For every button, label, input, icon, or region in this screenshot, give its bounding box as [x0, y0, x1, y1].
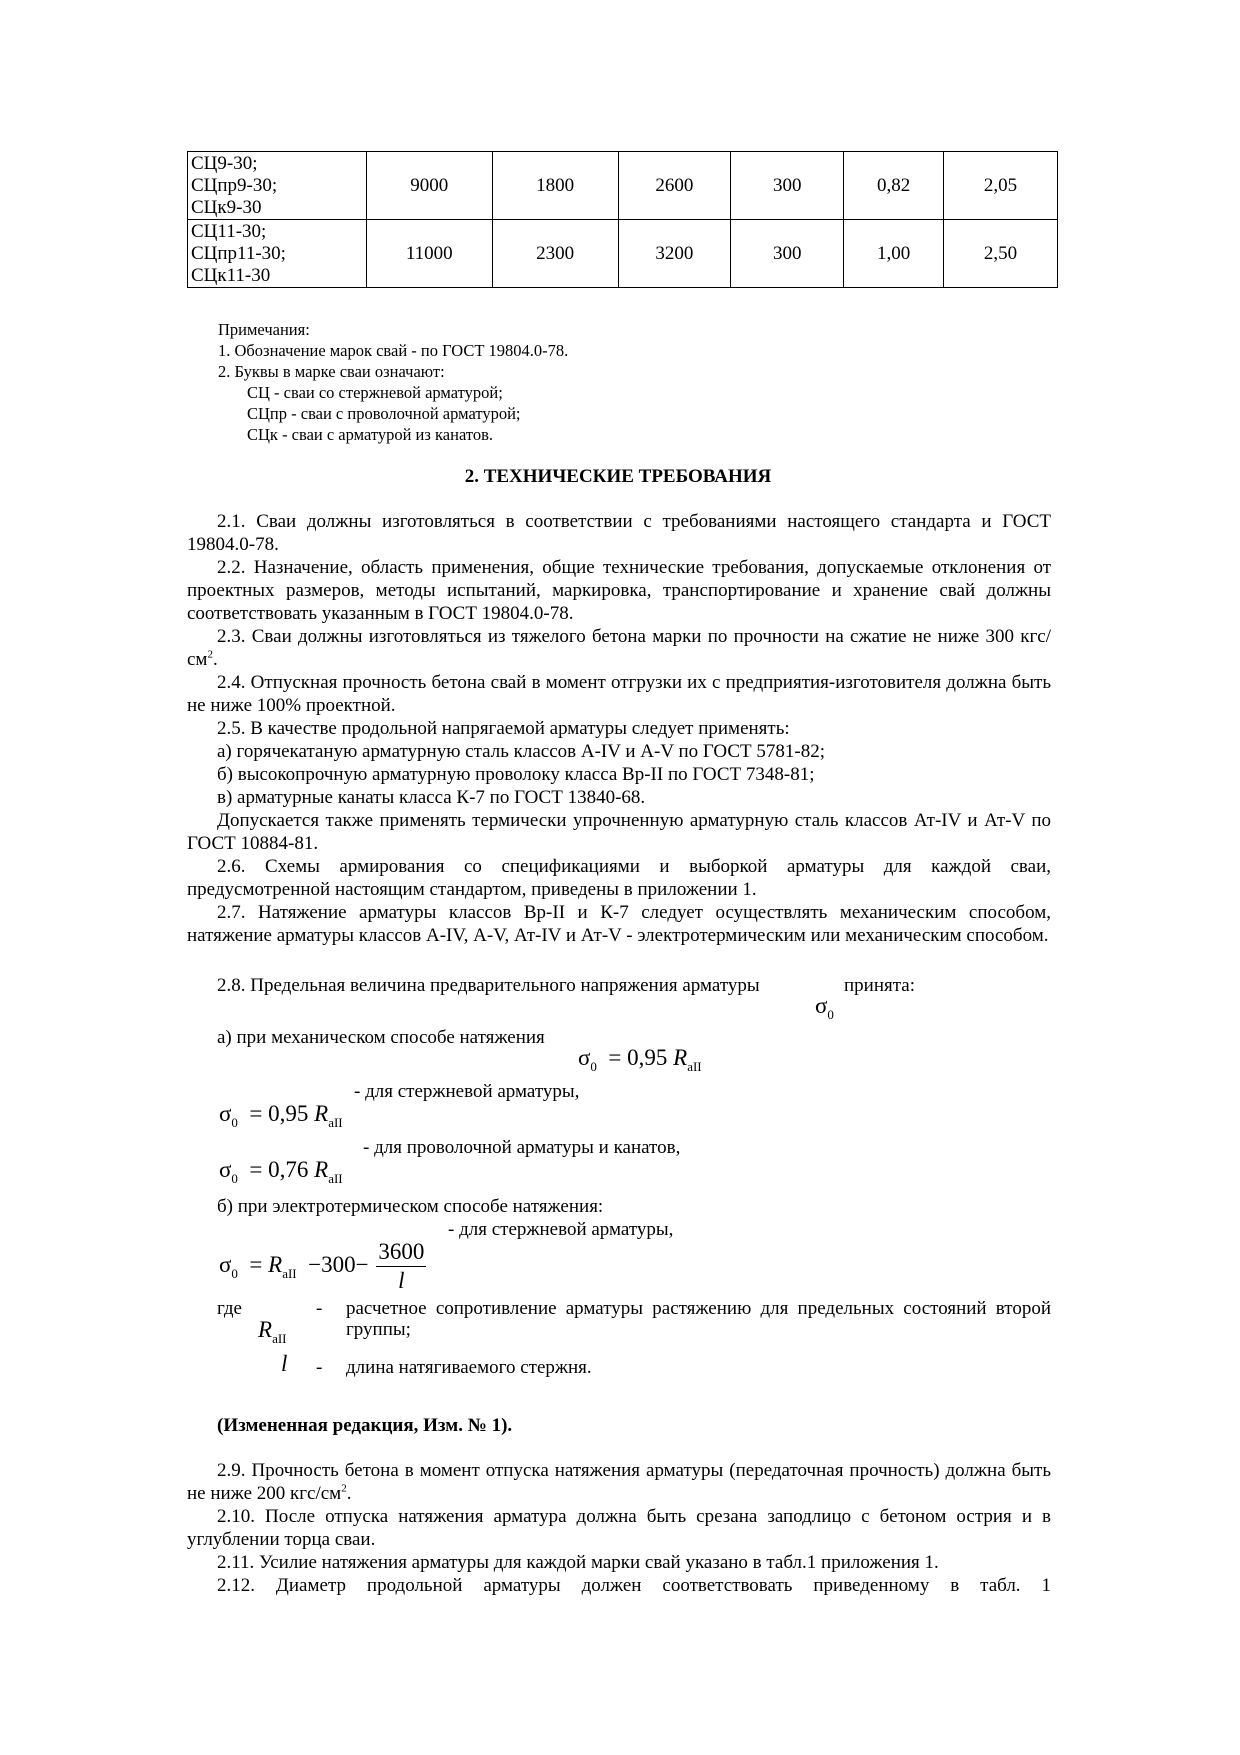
formula-mech-wire: [219, 1156, 343, 1187]
coefficient: 0,95: [268, 1101, 309, 1126]
definition-r: расчетное сопротивление арматуры растяжению для предельных состояний второй группы;: [346, 1298, 1051, 1340]
section-heading: 2. ТЕХНИЧЕСКИЕ ТРЕБОВАНИЯ: [464, 466, 772, 487]
symbol-l: [281, 1350, 287, 1378]
table-cell: 0,82: [844, 152, 944, 220]
sigma-symbol: σ: [219, 1251, 232, 1277]
note-1: 1. Обозначение марок свай - по ГОСТ 19804.0-78.: [218, 341, 569, 360]
numerator: 3600: [376, 1238, 426, 1267]
requirements-text-top: [187, 510, 1051, 947]
pile-mark: СЦ9-30; СЦпр9-30; СЦк9-30: [191, 152, 278, 218]
resistance-symbol: R: [258, 1317, 273, 1342]
paragraph-2-6: 2.6. Схемы армирования со спецификациями и выборкой арматуры для каждой сваи, предусмотренной настоящим стандартом, приведены в приложении 1.: [187, 856, 1051, 900]
table-cell: 3200: [618, 220, 731, 288]
superscript: 2: [341, 1482, 347, 1495]
table-cell: 9000: [366, 152, 492, 220]
paragraph-2-12-text: 2.12. Диаметр продольной арматуры должен соответствовать приведенному в табл. 1: [217, 1575, 1051, 1596]
coefficient: 0,76: [268, 1157, 309, 1182]
mechanical-method: а) при механическом способе натяжения: [217, 1027, 545, 1048]
resistance-symbol: R: [314, 1101, 329, 1126]
subscript: aII: [328, 1171, 343, 1186]
table-cell: 2,50: [944, 220, 1058, 288]
paragraph-2-10: 2.10. После отпуска натяжения арматура должна быть срезана заподлицо с бетоном острия и в углублении торца сваи.: [187, 1506, 1051, 1550]
paragraph-2-7: 2.7. Натяжение арматуры классов Вр-II и К-7 следует осуществлять механическим способом, натяжение арматуры классов А-IV, А-V, Ат-IV и Ат-V - электротермическим или механическим способом.: [187, 902, 1051, 946]
minus-sign: −: [308, 1251, 322, 1277]
pile-mark-cell: [188, 152, 367, 220]
paragraph-2-8-start: 2.8. Предельная величина предварительного напряжения арматуры: [217, 975, 760, 996]
table-cell: 300: [731, 220, 844, 288]
paragraph-2-5b: б) высокопрочную арматурную проволоку класса Вр-II по ГОСТ 7348-81;: [217, 764, 815, 785]
rod-reinforcement-label-2: - для стержневой арматуры,: [448, 1219, 674, 1240]
where-label: где: [217, 1298, 242, 1319]
symbol-raii: [258, 1316, 287, 1347]
paragraph-2-5a: а) горячекатаную арматурную сталь классов А-IV и А-V по ГОСТ 5781-82;: [217, 741, 825, 762]
paragraph-2-9-text: 2.9. Прочность бетона в момент отпуска натяжения арматуры (передаточная прочность) должна быть не ниже 200 кгс/см: [187, 1460, 1051, 1504]
denominator: l: [398, 1268, 405, 1293]
requirements-text-bottom: [187, 1459, 1051, 1597]
definition-l: длина натягиваемого стержня.: [346, 1357, 592, 1378]
subscript: 0: [590, 1059, 597, 1074]
table-cell: 2600: [618, 152, 731, 220]
note-2a: СЦ - сваи со стержневой арматурой;: [247, 383, 503, 402]
paragraph-2-8-end: принята:: [844, 975, 915, 996]
formula-electrothermal: [219, 1238, 426, 1295]
sigma-symbol: σ: [578, 1045, 591, 1070]
amendment-note: (Измененная редакция, Изм. № 1).: [217, 1415, 513, 1436]
notes-title: Примечания:: [218, 320, 310, 339]
paragraph-2-1: 2.1. Сваи должны изготовляться в соответствии с требованиями настоящего стандарта и ГОСТ 19804.0-78.: [187, 511, 1051, 555]
paragraph-2-11: 2.11. Усилие натяжения арматуры для каждой марки свай указано в табл.1 приложения 1.: [217, 1552, 939, 1573]
dash: -: [316, 1298, 323, 1319]
subscript: aII: [687, 1059, 702, 1074]
equals-sign: =: [249, 1101, 263, 1126]
resistance-symbol: R: [314, 1157, 329, 1182]
rod-reinforcement-label: - для стержневой арматуры,: [354, 1081, 580, 1102]
formula-mech-rod: [578, 1044, 702, 1075]
pile-mark: СЦ11-30; СЦпр11-30; СЦк11-30: [191, 220, 286, 286]
subscript: 0: [231, 1265, 238, 1281]
subscript: 0: [827, 1007, 834, 1022]
table-cell: 300: [731, 152, 844, 220]
paragraph-2-9: 2.9. Прочность бетона в момент отпуска натяжения арматуры (передаточная прочность) должна быть не ниже 200 кгс/$см^2$.: [187, 1460, 1051, 1504]
subscript: aII: [328, 1115, 343, 1130]
paragraph-2-4: 2.4. Отпускная прочность бетона свай в момент отгрузки их с предприятия-изготовителя должна быть не ниже 100% проектной.: [187, 672, 1051, 716]
table-cell: 2,05: [944, 152, 1058, 220]
paragraph-2-12: [187, 1574, 1051, 1597]
equals-sign: =: [249, 1251, 263, 1277]
table-cell: 2300: [492, 220, 618, 288]
sigma-symbol: σ: [815, 993, 828, 1018]
subscript: 0: [231, 1115, 238, 1130]
subscript: 0: [231, 1171, 238, 1186]
dash: -: [316, 1357, 323, 1378]
table-cell: 1,00: [844, 220, 944, 288]
fraction: [376, 1238, 426, 1295]
coefficient: 0,95: [627, 1045, 668, 1070]
wire-reinforcement-label: - для проволочной арматуры и канатов,: [363, 1137, 681, 1158]
table-notes: [218, 319, 568, 445]
subscript: aII: [272, 1331, 287, 1346]
minus-sign: −: [355, 1251, 369, 1277]
subscript: aII: [282, 1265, 297, 1281]
paragraph-2-3: 2.3. Сваи должны изготовляться из тяжелого бетона марки по прочности на сжатие не ниже 300 кгс/$см^2$.: [187, 626, 1051, 670]
table-cell: 1800: [492, 152, 618, 220]
equals-sign: =: [249, 1157, 263, 1182]
note-2: 2. Буквы в марке сваи означают:: [218, 362, 445, 381]
resistance-symbol: R: [268, 1251, 283, 1277]
paragraph-2-3-text: 2.3. Сваи должны изготовляться из тяжелого бетона марки по прочности на сжатие не ниже 300 кгс/см: [187, 626, 1051, 670]
sigma-inline: [815, 992, 834, 1023]
constant: 300: [321, 1251, 356, 1277]
paragraph-2-5d: Допускается также применять термически упрочненную арматурную сталь классов Ат-IV и Ат-V по ГОСТ 10884-81.: [187, 810, 1051, 854]
note-2c: СЦк - сваи с арматурой из канатов.: [247, 425, 494, 444]
table-cell: 11000: [366, 220, 492, 288]
paragraph-2-5c: в) арматурные канаты класса К-7 по ГОСТ 13840-68.: [217, 787, 646, 808]
resistance-symbol: R: [673, 1045, 688, 1070]
superscript: 2: [207, 648, 213, 661]
electrothermal-method: б) при электротермическом способе натяжения:: [217, 1196, 604, 1217]
equals-sign: =: [608, 1045, 622, 1070]
note-2b: СЦпр - сваи с проволочной арматурой;: [247, 404, 521, 423]
paragraph-2-5: 2.5. В качестве продольной напрягаемой арматуры следует применять:: [217, 718, 790, 739]
sigma-symbol: σ: [219, 1101, 232, 1126]
table-row: [188, 152, 1058, 220]
paragraph-2-2: 2.2. Назначение, область применения, общие технические требования, допускаемые отклонения от проектных размеров, методы испытаний, маркировка, транспортирование и хранение свай должны соответствовать указанным в ГОСТ 19804.0-78.: [187, 557, 1051, 624]
length-symbol: l: [281, 1351, 288, 1376]
pile-mark-cell: [188, 220, 367, 288]
sigma-symbol: σ: [219, 1157, 232, 1182]
table-row: [188, 220, 1058, 288]
formula-mech-rod-2: [219, 1100, 343, 1131]
piles-table: [187, 151, 1058, 288]
